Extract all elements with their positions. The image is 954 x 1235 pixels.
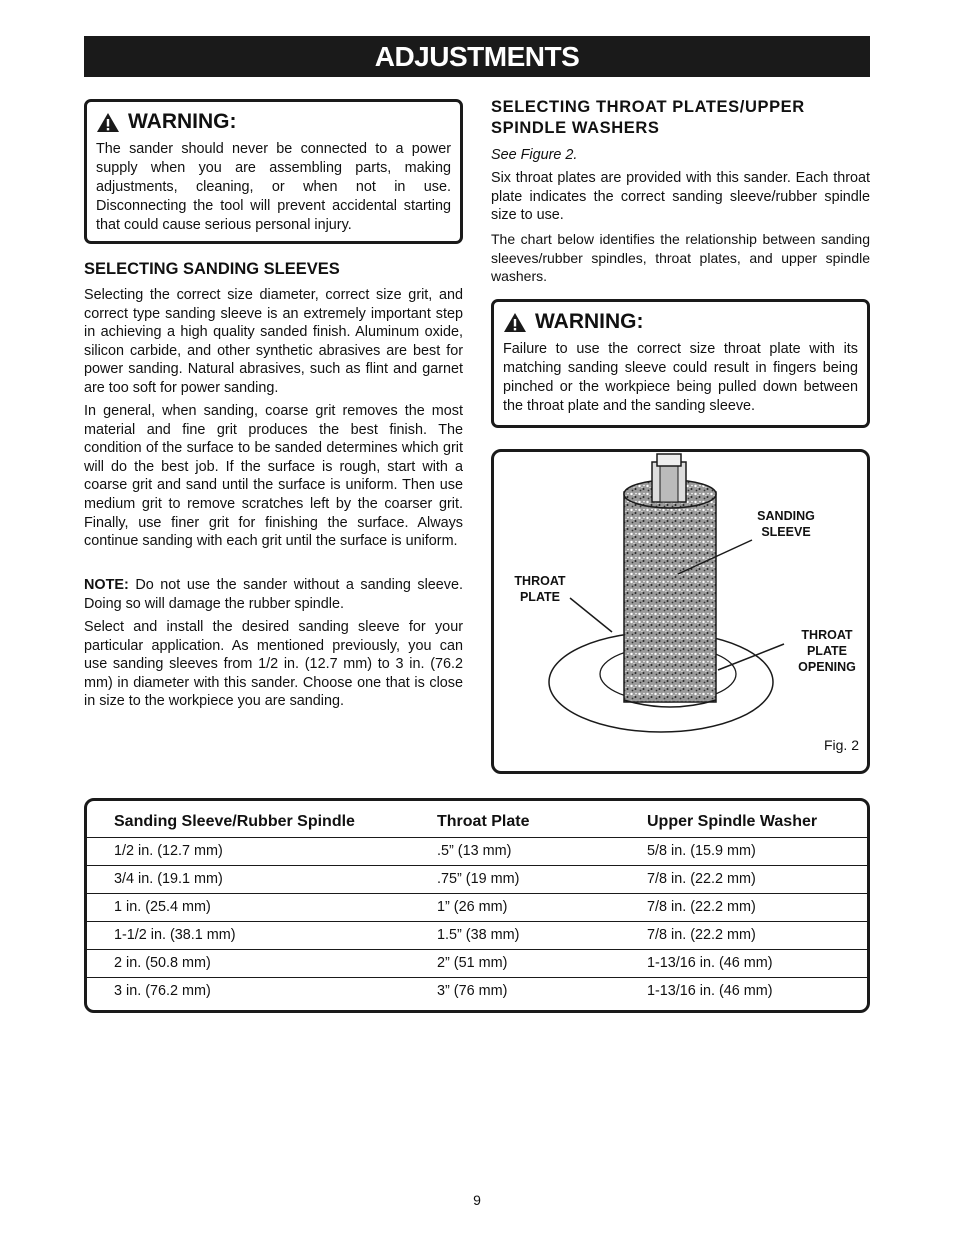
page-number: 9 (473, 1192, 481, 1208)
figure-2 (491, 449, 870, 774)
table-header-row (87, 811, 867, 837)
warning-heading-text: WARNING: (535, 310, 644, 333)
section-heading-sanding-sleeves: SELECTING SANDING SLEEVES (84, 260, 340, 278)
header-washer: Upper Spindle Washer (647, 813, 818, 830)
section-heading-throat-plates: SELECTING THROAT PLATES/UPPER SPINDLE WASHERS (491, 98, 805, 137)
warning-triangle-icon (503, 312, 527, 333)
throat-plate-chart (84, 798, 870, 1013)
paragraph: In general, when sanding, coarse grit removes the most material and fine grit produces the best finish. The condition of the surface to be sanded determines which grit will do the best job. If the surface is rough, start with a coarse grit and sand until the surface is uniform. Then use medium grit to remove scratches left by the coarser grit. Finally, use finer grit for finishing the surface. Always continue sanding with each grit until the surface is uniform. (84, 403, 463, 550)
warning-text: The sander should never be connected to a power supply when you are assembling parts, making adjustments, cleaning, or when not in use. Disconnecting the tool will prevent accidental starting that could cause serious personal injury. (96, 141, 451, 233)
sander-illustration (494, 452, 867, 771)
paragraph: The chart below identifies the relationship between sanding sleeves/rubber spindles, throat plates, and upper spindle washers. (491, 231, 870, 285)
warning-heading-text: WARNING: (128, 110, 237, 133)
warning-box-throat-plate (491, 299, 870, 428)
page-title: ADJUSTMENTS (84, 36, 870, 77)
figure-reference: See Figure 2. (491, 147, 578, 163)
table-row: 3 in. (76.2 mm) 3” (76 mm) 1-13/16 in. (46 mm) (87, 977, 867, 1006)
table-row: 1-1/2 in. (38.1 mm) 1.5” (38 mm) 7/8 in. (22.2 mm) (87, 921, 867, 950)
warning-triangle-icon (96, 112, 120, 133)
warning-heading (503, 310, 858, 334)
label-sanding-sleeve: SANDING SLEEVE (757, 509, 815, 539)
paragraph: Selecting the correct size diameter, correct size grit, and correct type sanding sleeve is an extremely important step in achieving a high quality sanded finish. Aluminum oxide, silicon carbide, and other synthetic abrasives are best for power sanding. Natural abrasives, such as flint and garnet are too soft for power sanding. (84, 287, 463, 396)
table-row: 2 in. (50.8 mm) 2” (51 mm) 1-13/16 in. (46 mm) (87, 949, 867, 978)
table-row: 1 in. (25.4 mm) 1” (26 mm) 7/8 in. (22.2 mm) (87, 893, 867, 922)
warning-box-power (84, 99, 463, 244)
note-label: NOTE: (84, 577, 129, 593)
figure-caption: Fig. 2 (823, 737, 859, 753)
label-throat-plate-opening: THROAT PLATE OPENING (798, 628, 856, 674)
paragraph: Six throat plates are provided with this sander. Each throat plate indicates the correct sanding sleeve/rubber spindle size to use. (491, 170, 870, 224)
note-text: Do not use the sander without a sanding sleeve. Doing so will damage the rubber spindle. (84, 577, 463, 612)
label-throat-plate: THROAT PLATE (514, 574, 566, 604)
warning-heading (96, 110, 451, 134)
table-row: 3/4 in. (19.1 mm) .75” (19 mm) 7/8 in. (22.2 mm) (87, 865, 867, 894)
warning-text: Failure to use the correct size throat plate with its matching sanding sleeve could result in fingers being pinched or the workpiece being pulled down between the throat plate and the sanding sleeve. (503, 341, 858, 414)
header-throat-plate: Throat Plate (437, 813, 530, 830)
header-sleeve: Sanding Sleeve/Rubber Spindle (114, 813, 355, 830)
paragraph: Select and install the desired sanding sleeve for your particular application. As mentioned previously, you can use sanding sleeves from 1/2 in. (12.7 mm) to 3 in. (76.2 mm) in diameter with this sander. Choose one that is close in size to the workpiece you are sanding. (84, 619, 463, 710)
table-row: 1/2 in. (12.7 mm) .5” (13 mm) 5/8 in. (15.9 mm) (87, 837, 867, 866)
note-paragraph (84, 576, 463, 613)
